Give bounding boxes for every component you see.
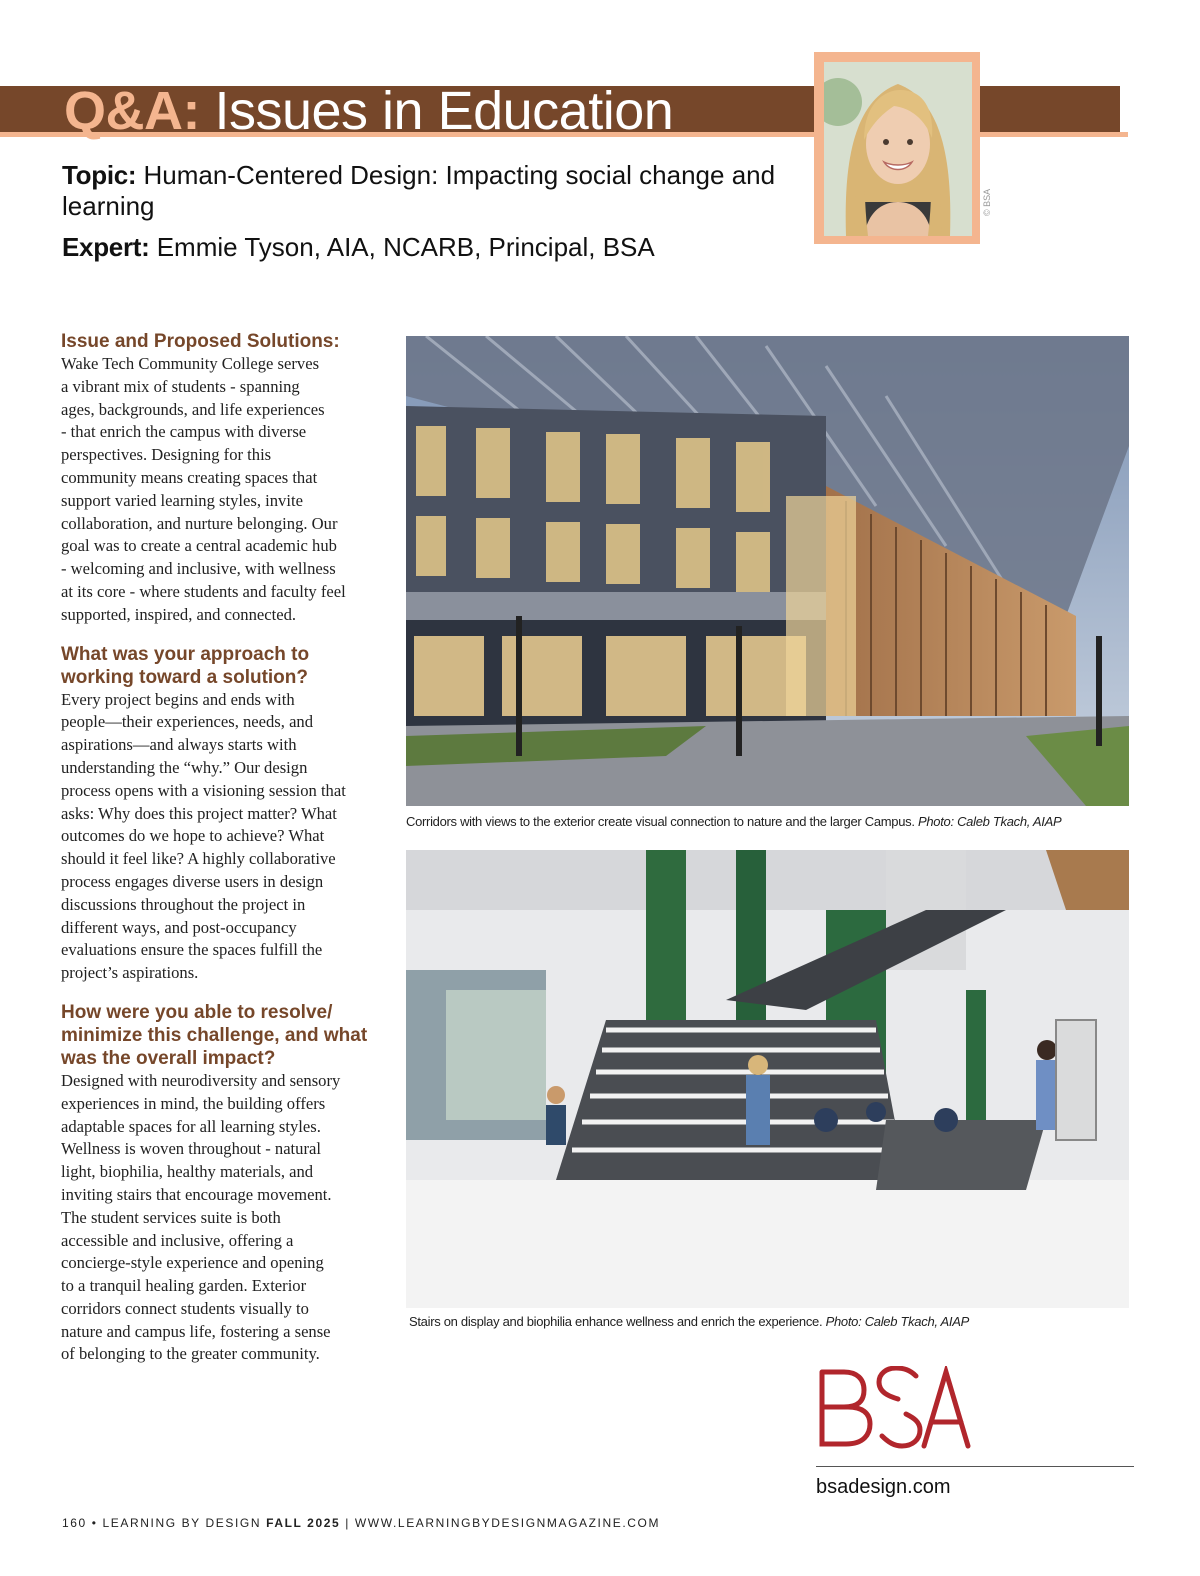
page-footer: 160 • LEARNING BY DESIGN FALL 2025 | WWW.LEARNINGBYDESIGNMAGAZINE.COM	[62, 1516, 661, 1530]
topic-line	[62, 160, 782, 222]
magazine-site[interactable]: WWW.LEARNINGBYDESIGNMAGAZINE.COM	[354, 1516, 661, 1530]
issue-label: FALL 2025	[266, 1516, 341, 1530]
caption-text: Stairs on display and biophilia enhance wellness and enrich the experience.	[409, 1314, 826, 1329]
bsa-logo	[816, 1366, 976, 1450]
exterior-photo	[406, 336, 1129, 806]
exterior-photo-caption	[406, 814, 1061, 829]
portrait-credit: © BSA	[982, 188, 992, 216]
section-heading-approach: What was your approach to working toward a solution?	[61, 643, 310, 688]
expert-text: Emmie Tyson, AIA, NCARB, Principal, BSA	[149, 232, 655, 262]
logo-divider	[816, 1466, 1134, 1467]
website-link[interactable]: bsadesign.com	[816, 1476, 951, 1498]
title-prefix: Q&A:	[64, 81, 200, 141]
exterior-illustration	[406, 336, 1129, 806]
caption-credit: Photo: Caleb Tkach, AIAP	[825, 1314, 969, 1329]
topic-label: Topic:	[62, 160, 137, 190]
section-body-approach: Every project begins and ends with people—their experiences, needs, and aspirations—and always starts with understanding the “why.” Our design process opens with a visioning session that asks: Why does this project matter? What outcomes do we hope to achieve? What should it feel like? A highly collaborative process engages diverse users in design discussions throughout the project in different ways, and post-occupancy evaluations ensure the spaces fulfill the project’s aspirations.	[61, 689, 346, 983]
interior-photo-caption	[409, 1314, 969, 1329]
section-heading-issue: Issue and Proposed Solutions:	[61, 331, 340, 352]
expert-portrait	[824, 62, 972, 236]
interior-photo	[406, 850, 1129, 1308]
expert-label: Expert:	[62, 232, 150, 262]
qa-column	[61, 330, 386, 1382]
portrait-illustration	[824, 62, 972, 236]
expert-line	[62, 232, 782, 263]
title-rest: Issues in Education	[199, 81, 674, 141]
section-heading-impact: How were you able to resolve/ minimize this challenge, and what was the overall impact?	[61, 1001, 368, 1069]
section-body-impact: Designed with neurodiversity and sensory experiences in mind, the building offers adaptable spaces for all learning styles. Wellness is woven throughout - natural light, biophilia, healthy materials, and inviting stairs that encourage movement. The student services suite is both accessible and inclusive, offering a concierge-style experience and opening to a tranquil healing garden. Exterior corridors connect students visually to nature and campus life, fostering a sense of belonging to the greater community.	[61, 1070, 341, 1364]
page-number: 160	[62, 1516, 87, 1530]
section-body-issue: Wake Tech Community College serves a vibrant mix of students - spanning ages, backgrounds, and life experiences - that enrich the campus with diverse perspectives. Designing for this community means creating spaces that support varied learning styles, invite collaboration, and nurture belonging. Our goal was to create a central academic hub - welcoming and inclusive, with wellness at its core - where students and faculty feel supported, inspired, and connected.	[61, 354, 346, 624]
interior-illustration	[406, 850, 1129, 1308]
caption-text: Corridors with views to the exterior create visual connection to nature and the larger Campus.	[406, 814, 918, 829]
page-title	[64, 80, 673, 142]
magazine-name: LEARNING BY DESIGN	[102, 1516, 262, 1530]
bsa-logo-mark	[816, 1366, 976, 1450]
topic-text: Human-Centered Design: Impacting social change and learning	[62, 160, 776, 221]
caption-credit: Photo: Caleb Tkach, AIAP	[918, 814, 1062, 829]
